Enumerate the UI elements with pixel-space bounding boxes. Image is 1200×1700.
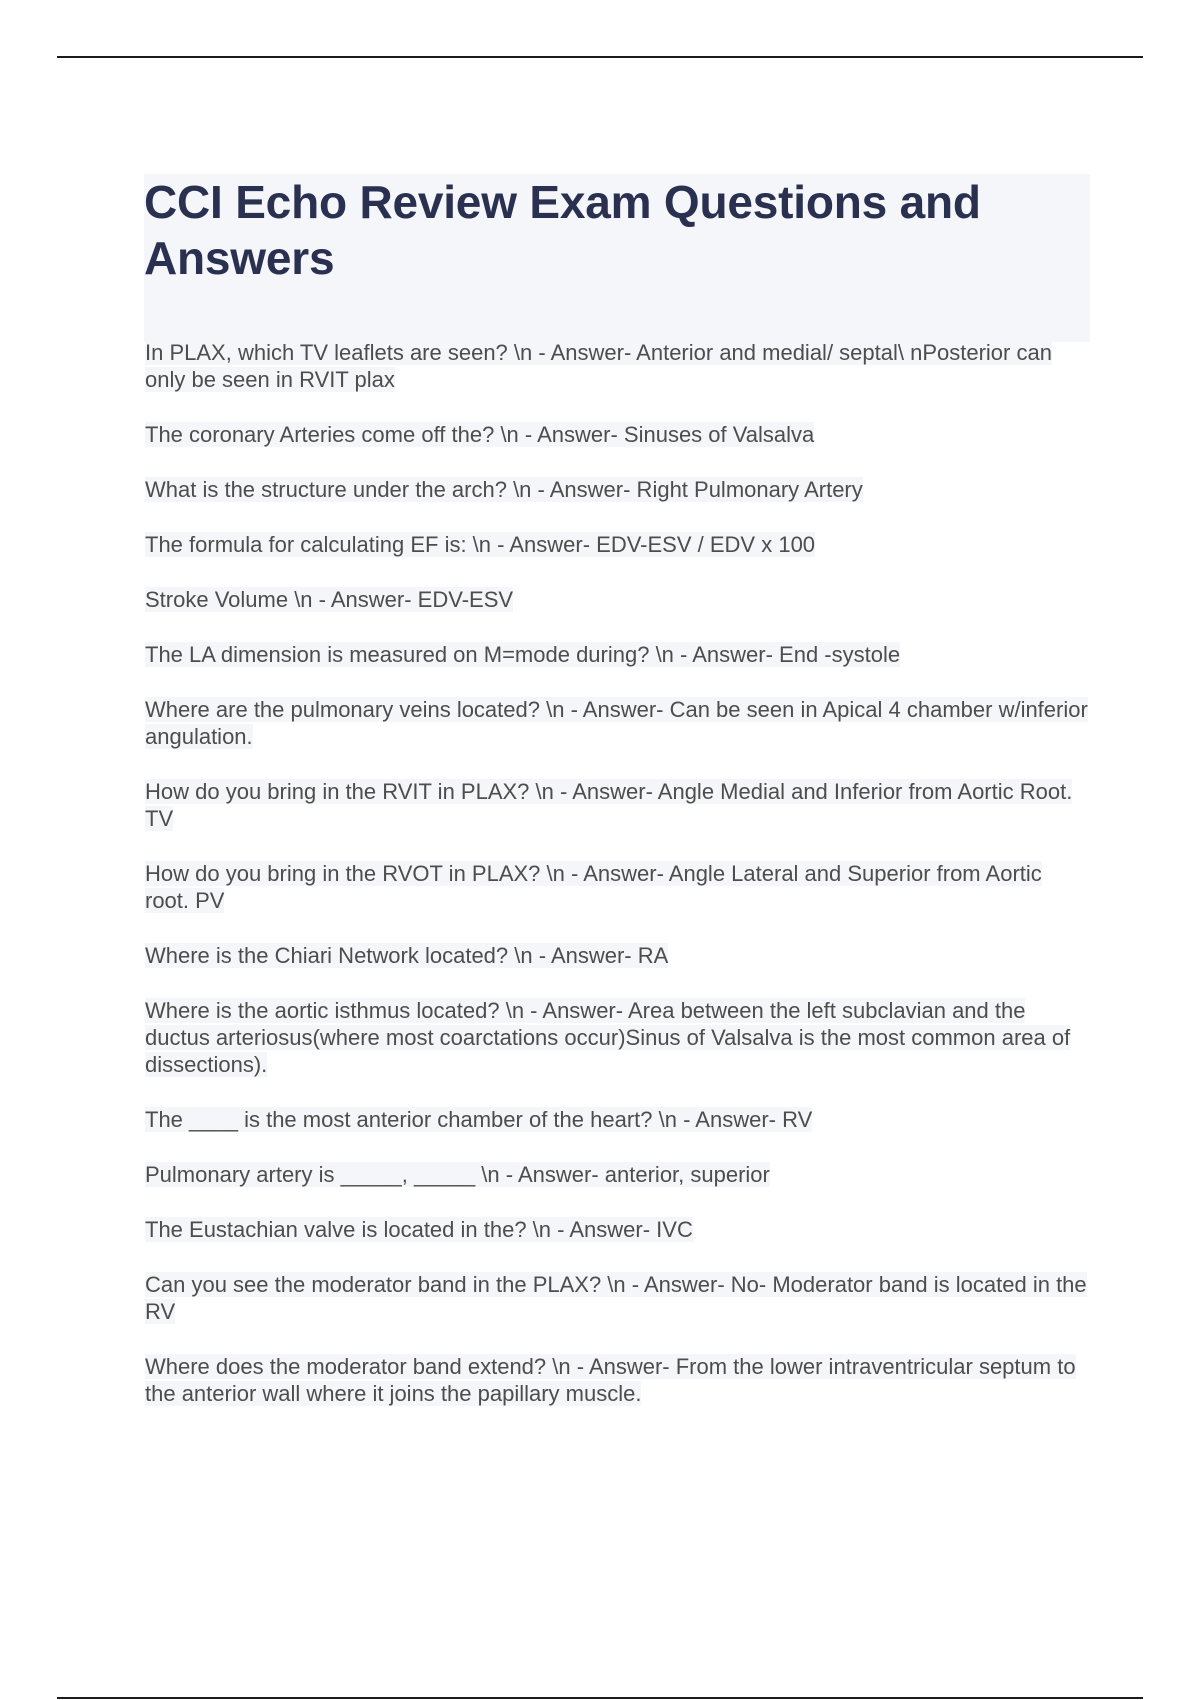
qa-item [145, 586, 1091, 613]
qa-text: Where is the aortic isthmus located? \n - Answer- Area between the left subclavian and the ductus arteriosus(where most coarctations occur)Sinus of Valsalva is the most common area of dissections). [145, 998, 1071, 1077]
qa-item [145, 860, 1091, 914]
qa-text: How do you bring in the RVOT in PLAX? \n - Answer- Angle Lateral and Superior from Aortic root. PV [145, 861, 1042, 913]
qa-text: Pulmonary artery is _____, _____ \n - Answer- anterior, superior [145, 1162, 770, 1187]
header-rule [57, 56, 1143, 58]
qa-item [145, 1216, 1091, 1243]
qa-item [145, 1161, 1091, 1188]
qa-text: Where does the moderator band extend? \n - Answer- From the lower intraventricular septum to the anterior wall where it joins the papillary muscle. [145, 1354, 1076, 1406]
page-title: CCI Echo Review Exam Questions and Answers [144, 176, 981, 284]
qa-item [145, 1353, 1091, 1407]
qa-text: Can you see the moderator band in the PLAX? \n - Answer- No- Moderator band is located in the RV [145, 1272, 1087, 1324]
qa-text: The coronary Arteries come off the? \n - Answer- Sinuses of Valsalva [145, 422, 815, 447]
qa-item [145, 1106, 1091, 1133]
qa-item [145, 1271, 1091, 1325]
title-block [144, 174, 1090, 342]
qa-text: The Eustachian valve is located in the? \n - Answer- IVC [145, 1217, 693, 1242]
qa-item [145, 778, 1091, 832]
qa-item [145, 942, 1091, 969]
qa-item [145, 421, 1091, 448]
qa-text: In PLAX, which TV leaflets are seen? \n - Answer- Anterior and medial/ septal\ nPosterior can only be seen in RVIT plax [145, 340, 1052, 392]
qa-text: How do you bring in the RVIT in PLAX? \n - Answer- Angle Medial and Inferior from Aortic Root. TV [145, 779, 1073, 831]
footer-rule [57, 1697, 1143, 1699]
qa-item [145, 476, 1091, 503]
qa-text: The LA dimension is measured on M=mode during? \n - Answer- End -systole [145, 642, 901, 667]
qa-text: The ____ is the most anterior chamber of the heart? \n - Answer- RV [145, 1107, 813, 1132]
qa-list [145, 339, 1091, 1435]
qa-text: Stroke Volume \n - Answer- EDV-ESV [145, 587, 514, 612]
qa-text: Where is the Chiari Network located? \n - Answer- RA [145, 943, 669, 968]
qa-text: Where are the pulmonary veins located? \n - Answer- Can be seen in Apical 4 chamber w/inferior angulation. [145, 697, 1088, 749]
qa-item [145, 641, 1091, 668]
qa-item [145, 696, 1091, 750]
qa-item [145, 997, 1091, 1078]
qa-text: The formula for calculating EF is: \n - Answer- EDV-ESV / EDV x 100 [145, 532, 816, 557]
qa-item [145, 339, 1091, 393]
qa-item [145, 531, 1091, 558]
qa-text: What is the structure under the arch? \n - Answer- Right Pulmonary Artery [145, 477, 863, 502]
